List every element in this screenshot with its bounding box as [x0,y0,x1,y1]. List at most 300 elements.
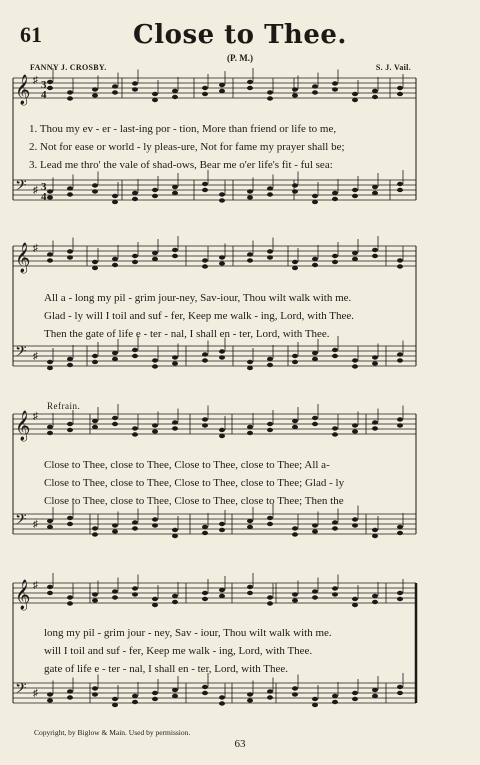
note-head [132,260,138,264]
note-head [352,517,358,521]
note-head [397,182,403,186]
note-head [352,429,358,433]
note-head [332,260,338,264]
note-head [267,249,273,253]
note-head [152,517,158,521]
note-head [202,188,208,192]
note-head [67,192,73,196]
note-head [219,434,225,438]
note-head [202,417,208,421]
note-head [267,428,273,432]
note-head [247,692,253,696]
note-head [292,532,298,536]
note-head [247,425,253,429]
note-head [92,526,98,530]
note-head [292,87,298,91]
note-head [172,426,178,430]
note-head [112,90,118,94]
note-head [67,363,73,367]
key-signature-sharp: ♯ [33,580,38,591]
note-head [112,697,118,701]
note-head [112,257,118,261]
note-head [247,591,253,595]
note-head [352,98,358,102]
treble-clef: 𝄞 [15,75,31,105]
key-signature-sharp: ♯ [33,351,38,362]
note-head [92,360,98,364]
note-head [132,694,138,698]
note-head [92,266,98,270]
note-head [47,525,53,529]
note-head [292,266,298,270]
note-head [172,594,178,598]
note-head [112,422,118,426]
note-head [172,600,178,604]
note-head [247,585,253,589]
key-signature-sharp: ♯ [33,185,38,196]
note-head [219,192,225,196]
treble-clef: 𝄞 [15,580,31,610]
note-head [112,263,118,267]
note-head [267,96,273,100]
note-head [372,95,378,99]
note-head [202,92,208,96]
note-head [92,425,98,429]
hymn-number: 61 [20,22,42,47]
note-head [312,90,318,94]
note-head [397,352,403,356]
note-head [47,360,53,364]
note-head [92,183,98,187]
note-head [397,597,403,601]
note-head [267,363,273,367]
note-head [172,355,178,359]
note-head [172,89,178,93]
time-signature: 4 [41,89,47,101]
note-head [397,86,403,90]
note-head [247,525,253,529]
note-head [47,431,53,435]
note-head [92,692,98,696]
note-head [397,691,403,695]
lyrics-system-4 [44,624,332,678]
note-head [332,526,338,530]
author: FANNY J. CROSBY. [30,63,107,72]
note-head [219,695,225,699]
note-head [312,703,318,707]
note-head [292,592,298,596]
note-head [132,426,138,430]
note-head [312,422,318,426]
note-head [202,86,208,90]
page-number: 63 [234,738,246,750]
note-head [397,264,403,268]
note-head [267,516,273,520]
note-head [219,349,225,353]
note-head [332,520,338,524]
note-head [397,525,403,529]
note-head [47,692,53,696]
note-head [172,95,178,99]
note-head [112,523,118,527]
treble-clef: 𝄞 [15,411,31,441]
note-head [92,260,98,264]
note-head [219,522,225,526]
note-head [112,84,118,88]
note-head [172,528,178,532]
note-head [47,258,53,262]
note-head [132,520,138,524]
note-head [219,261,225,265]
note-head [352,423,358,427]
note-head [67,516,73,520]
hymn-title: Close to Thee. [133,20,347,50]
lyrics-system-1 [29,120,345,174]
note-head [292,686,298,690]
lyric-line: All a - long my pil - grim jour-ney, Sav-iour, Thou wilt walk with me. [44,292,352,304]
note-head [312,194,318,198]
note-head [112,416,118,420]
note-head [397,358,403,362]
lyric-line: Close to Thee, close to Thee, Close to Thee, close to Thee; All a- [44,459,330,471]
note-head [202,352,208,356]
note-head [202,264,208,268]
note-head [372,89,378,93]
note-head [312,257,318,261]
note-head [332,694,338,698]
lyric-line: 1. Thou my ev - er - last-ing por - tion, More than friend or life to me, [29,123,337,135]
note-head [132,354,138,358]
note-head [352,597,358,601]
lyrics-system-2 [44,289,354,343]
note-head [67,90,73,94]
note-head [372,534,378,538]
note-head [372,248,378,252]
note-head [152,257,158,261]
note-head [312,523,318,527]
note-head [312,357,318,361]
note-head [152,429,158,433]
note-head [152,691,158,695]
note-head [202,685,208,689]
lyric-line: 3. Lead me thro' the vale of shad-ows, Bear me o'er life's fit - ful sea: [29,159,333,171]
note-head [372,361,378,365]
note-head [132,254,138,258]
note-head [67,689,73,693]
note-head [172,191,178,195]
treble-clef: 𝄞 [15,243,31,273]
bass-clef: 𝄢 [15,177,27,198]
time-signature: 3 [41,181,47,193]
note-head [397,423,403,427]
note-head [397,531,403,535]
note-head [152,423,158,427]
bass-clef: 𝄢 [15,343,27,364]
note-head [202,358,208,362]
note-head [112,357,118,361]
note-head [219,594,225,598]
note-head [202,691,208,695]
note-head [352,358,358,362]
note-head [267,522,273,526]
note-head [247,80,253,84]
note-head [112,351,118,355]
note-head [372,426,378,430]
note-head [312,589,318,593]
key-signature-sharp: ♯ [33,519,38,530]
note-head [152,188,158,192]
note-head [47,698,53,702]
note-head [219,588,225,592]
note-head [202,182,208,186]
note-head [219,83,225,87]
note-head [132,526,138,530]
lyric-line: long my pil - grim jour - ney, Sav - iour, Thou wilt walk with me. [44,627,332,639]
note-head [47,86,53,90]
note-head [92,419,98,423]
note-head [267,186,273,190]
note-head [132,700,138,704]
meter: (P. M.) [227,53,253,63]
note-head [247,86,253,90]
lyric-line: Then the gate of life e - ter - nal, I shall en - ter, Lord, with Thee. [44,328,330,340]
note-head [292,692,298,696]
note-head [219,701,225,705]
note-head [292,260,298,264]
note-head [112,703,118,707]
note-head [152,358,158,362]
lyric-line: Glad - ly will I toil and suf - fer, Keep me walk - ing, Lord, with Thee. [44,310,355,322]
note-head [247,519,253,523]
lyric-line: 2. Not for ease or world - ly pleas-ure, Not for fame my prayer shall be; [29,141,345,153]
note-head [292,354,298,358]
note-head [267,357,273,361]
key-signature-sharp: ♯ [33,411,38,422]
note-head [267,695,273,699]
note-head [172,361,178,365]
note-head [332,354,338,358]
note-head [397,417,403,421]
note-head [397,685,403,689]
note-head [292,93,298,97]
note-head [352,691,358,695]
copyright-notice: Copyright, by Biglow & Main. Used by permission. [34,728,191,737]
note-head [92,354,98,358]
note-head [267,422,273,426]
note-head [397,92,403,96]
note-head [247,366,253,370]
note-head [372,420,378,424]
lyric-line: Close to Thee, close to Thee, Close to Thee, close to Thee; Then the [44,495,344,507]
note-head [312,416,318,420]
note-head [132,197,138,201]
note-head [312,529,318,533]
note-head [267,90,273,94]
note-head [172,185,178,189]
note-head [372,254,378,258]
note-head [292,360,298,364]
note-head [372,594,378,598]
note-head [172,248,178,252]
note-head [172,688,178,692]
note-head [202,423,208,427]
note-head [67,422,73,426]
note-head [47,425,53,429]
note-head [332,700,338,704]
note-head [67,522,73,526]
note-head [92,189,98,193]
note-head [202,597,208,601]
note-head [132,592,138,596]
note-head [372,688,378,692]
key-signature-sharp: ♯ [33,243,38,254]
note-head [352,697,358,701]
note-head [92,598,98,602]
note-head [67,96,73,100]
note-head [397,591,403,595]
note-head [202,258,208,262]
note-head [47,252,53,256]
note-head [352,257,358,261]
refrain-label: Refrain. [47,401,81,411]
note-head [172,420,178,424]
note-head [247,698,253,702]
note-head [92,93,98,97]
note-head [332,191,338,195]
note-head [292,189,298,193]
note-head [312,263,318,267]
note-head [247,252,253,256]
note-head [312,697,318,701]
note-head [47,519,53,523]
note-head [332,586,338,590]
note-head [372,600,378,604]
note-head [172,694,178,698]
note-head [292,183,298,187]
note-head [172,534,178,538]
note-head [332,81,338,85]
note-head [267,192,273,196]
time-signature: 4 [41,191,47,203]
note-head [47,366,53,370]
note-head [397,258,403,262]
note-head [267,255,273,259]
note-head [172,254,178,258]
note-head [312,351,318,355]
key-signature-sharp: ♯ [33,75,38,86]
note-head [332,432,338,436]
note-head [67,255,73,259]
key-signature-sharp: ♯ [33,688,38,699]
note-head [132,586,138,590]
bass-clef: 𝄢 [15,511,27,532]
note-head [202,531,208,535]
note-head [67,428,73,432]
note-head [312,84,318,88]
note-head [67,186,73,190]
note-head [152,697,158,701]
note-head [47,585,53,589]
lyric-line: Close to Thee, close to Thee, Close to Thee, close to Thee; Glad - ly [44,477,345,489]
note-head [352,92,358,96]
note-head [372,185,378,189]
note-head [332,254,338,258]
note-head [332,87,338,91]
note-head [67,249,73,253]
note-head [152,364,158,368]
note-head [247,189,253,193]
note-head [267,595,273,599]
note-head [67,601,73,605]
note-head [352,251,358,255]
note-head [152,523,158,527]
note-head [219,528,225,532]
lyric-line: gate of life e - ter - nal, I shall en - ter, Lord, with Thee. [44,663,289,675]
note-head [292,419,298,423]
note-head [267,689,273,693]
note-head [47,591,53,595]
note-head [152,98,158,102]
note-head [219,198,225,202]
note-head [332,348,338,352]
note-head [352,194,358,198]
lyric-line: will I toil and suf - fer, Keep me walk - ing, Lord, with Thee. [44,645,313,657]
composer: S. J. Vail. [375,63,411,72]
note-head [112,194,118,198]
note-head [332,426,338,430]
note-head [132,87,138,91]
note-head [397,188,403,192]
note-head [152,92,158,96]
note-head [112,595,118,599]
time-signature: 3 [41,79,47,91]
note-head [312,200,318,204]
note-head [152,597,158,601]
note-head [247,258,253,262]
note-head [332,592,338,596]
note-head [372,528,378,532]
note-head [372,191,378,195]
note-head [372,355,378,359]
note-head [152,603,158,607]
note-head [67,357,73,361]
note-head [152,251,158,255]
note-head [219,89,225,93]
note-head [352,364,358,368]
note-head [112,529,118,533]
note-head [372,694,378,698]
note-head [67,695,73,699]
note-head [132,432,138,436]
note-head [292,425,298,429]
note-head [152,194,158,198]
note-head [67,595,73,599]
note-head [92,87,98,91]
note-head [92,686,98,690]
note-head [292,526,298,530]
note-head [247,360,253,364]
note-head [202,591,208,595]
note-head [219,428,225,432]
note-head [247,431,253,435]
note-head [92,592,98,596]
note-head [132,81,138,85]
note-head [132,191,138,195]
note-head [112,200,118,204]
note-head [112,589,118,593]
note-head [219,255,225,259]
note-head [219,355,225,359]
